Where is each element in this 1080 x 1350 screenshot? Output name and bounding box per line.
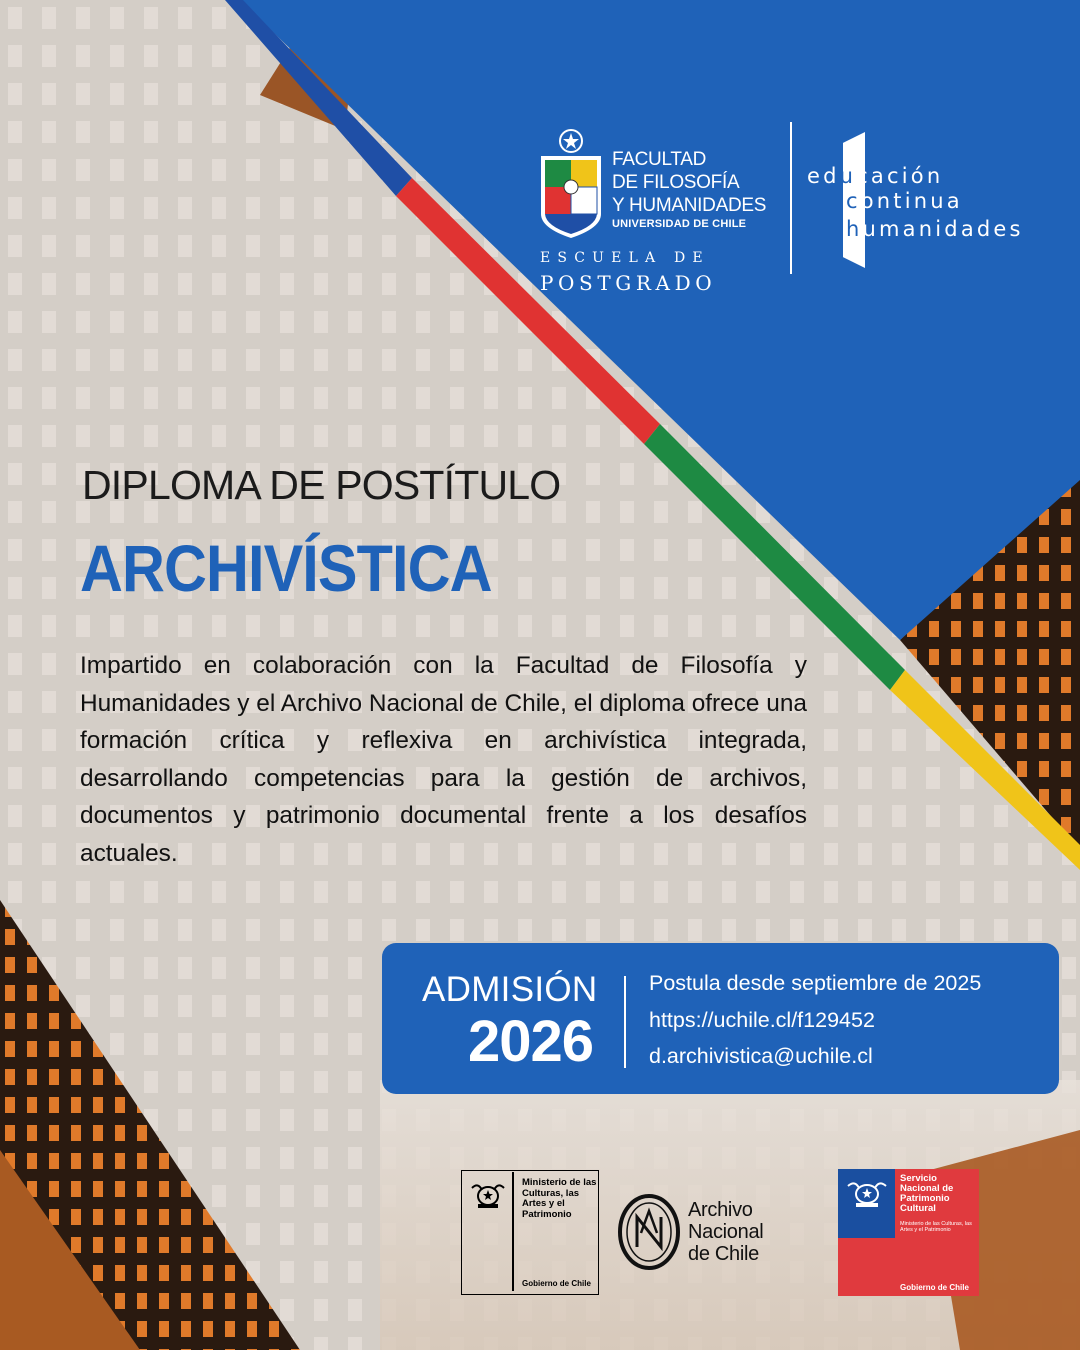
continuing-ed-line-3: humanidades	[846, 217, 1024, 241]
faculty-crest-icon	[538, 128, 604, 246]
university-name: UNIVERSIDAD DE CHILE	[612, 218, 747, 230]
ministry-name: Ministerio de las Culturas, las Artes y el Patrimonio	[522, 1177, 597, 1220]
ministry-logo-divider	[512, 1172, 514, 1291]
faculty-line-1: FACULTAD	[612, 149, 707, 170]
faculty-name	[612, 148, 766, 231]
continuing-ed-line-2: continua	[846, 189, 963, 213]
archivo-nacional-name	[688, 1199, 763, 1265]
service-coat-of-arms-icon	[846, 1176, 888, 1210]
service-name: Servicio Nacional de Patrimonio Cultural	[900, 1173, 954, 1214]
school-line-2: POSTGRADO	[540, 271, 717, 295]
service-government: Gobierno de Chile	[900, 1283, 969, 1292]
admission-divider	[624, 976, 626, 1068]
archivo-line-3: de Chile	[688, 1243, 759, 1265]
continuing-ed-line-1: educación	[807, 164, 944, 188]
chile-coat-of-arms-icon	[470, 1178, 506, 1212]
program-description: Impartido en colaboración con la Facultad de Filosofía y Humanidades y el Archivo Nacional de Chile, el diploma ofrece una formación crítica y reflexiva en archivística integrada, desarrollando competencias para la gestión de archivos, documentos y patrimonio documental frente a los desafíos actuales.	[80, 652, 807, 867]
admission-label: ADMISIÓN	[422, 970, 598, 1009]
admission-year: 2026	[468, 1009, 594, 1074]
program-url-link[interactable]: https://uchile.cl/f129452	[649, 1008, 875, 1032]
school-line-1: ESCUELA DE	[540, 250, 710, 266]
archivo-line-2: Nacional	[688, 1221, 764, 1243]
program-kicker: DIPLOMA DE POSTÍTULO	[82, 462, 561, 508]
apply-date: Postula desde septiembre de 2025	[649, 971, 982, 995]
faculty-line-3: Y HUMANIDADES	[612, 195, 767, 216]
archivo-line-1: Archivo	[688, 1199, 753, 1221]
program-title: ARCHIVÍSTICA	[80, 531, 492, 605]
contact-email-link[interactable]: d.archivistica@uchile.cl	[649, 1044, 873, 1068]
header-divider	[790, 122, 792, 274]
archivo-nacional-seal-icon	[617, 1193, 681, 1271]
ministry-government: Gobierno de Chile	[522, 1279, 591, 1288]
service-ministry: Ministerio de las Culturas, las Artes y el Patrimonio	[900, 1221, 972, 1233]
faculty-line-2: DE FILOSOFÍA	[612, 172, 740, 193]
